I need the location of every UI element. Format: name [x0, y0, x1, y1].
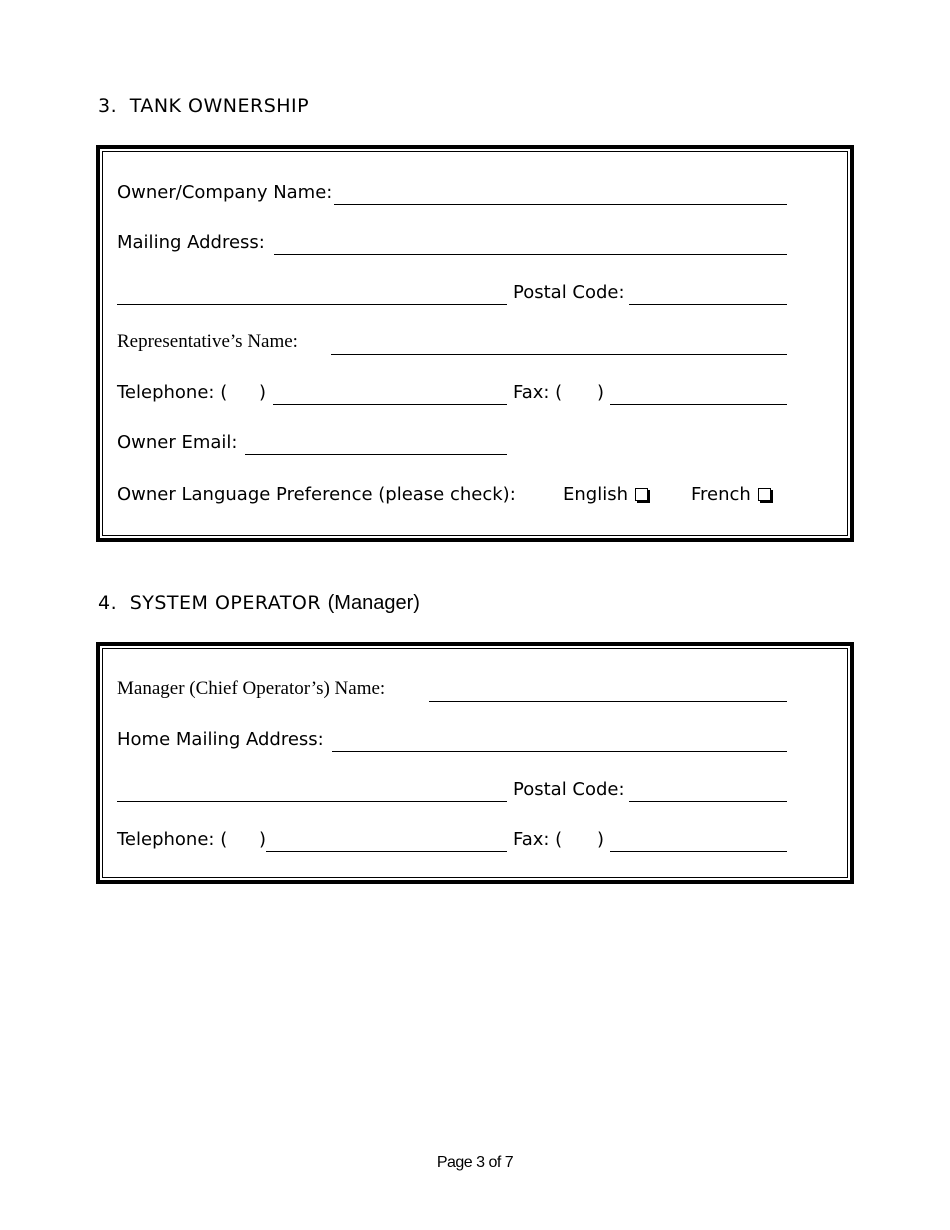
section-4-title-paren: (Manager)	[327, 592, 420, 614]
fax-field[interactable]	[610, 404, 787, 405]
section-4-number: 4.	[98, 592, 118, 614]
manager-telephone-fax-row	[117, 828, 787, 852]
mailing-address-row	[117, 231, 787, 255]
home-address-line2-field[interactable]	[117, 801, 507, 802]
manager-fax-field[interactable]	[610, 851, 787, 852]
page-number: Page 3 of 7	[436, 1154, 514, 1171]
telephone-label: Telephone: (	[117, 382, 228, 403]
telephone-fax-row	[117, 381, 787, 405]
english-checkbox[interactable]	[635, 488, 648, 501]
section-4-title: SYSTEM OPERATOR	[129, 592, 322, 614]
manager-name-label: Manager (Chief Operator’s) Name:	[117, 678, 386, 699]
manager-telephone-close-paren: )	[259, 829, 267, 850]
owner-email-row	[117, 431, 787, 455]
language-preference-row	[117, 483, 787, 507]
manager-fax-label: Fax: (	[513, 829, 563, 850]
section-3-title: TANK OWNERSHIP	[129, 95, 310, 117]
language-preference-label: Owner Language Preference (please check):	[117, 484, 516, 505]
system-operator-inner-border	[102, 648, 848, 878]
french-option[interactable]	[691, 484, 771, 505]
fax-label: Fax: (	[513, 382, 563, 403]
telephone-field[interactable]	[273, 404, 507, 405]
home-address-line2-row	[117, 778, 787, 802]
tank-ownership-box	[96, 145, 854, 542]
english-label: English	[563, 484, 628, 505]
owner-company-label: Owner/Company Name:	[117, 182, 333, 203]
owner-company-field[interactable]	[334, 204, 787, 205]
system-operator-box	[96, 642, 854, 884]
manager-name-field[interactable]	[429, 701, 787, 702]
postal-code-field[interactable]	[629, 304, 787, 305]
manager-telephone-field[interactable]	[266, 851, 507, 852]
tank-ownership-inner-border	[102, 151, 848, 536]
representative-label: Representative’s Name:	[117, 331, 298, 352]
manager-telephone-label: Telephone: (	[117, 829, 228, 850]
owner-company-row	[117, 181, 787, 205]
representative-field[interactable]	[331, 354, 787, 355]
english-option[interactable]	[563, 484, 648, 505]
section-4-heading	[98, 592, 420, 615]
mailing-address-field[interactable]	[274, 254, 787, 255]
fax-close-paren: )	[597, 382, 605, 403]
home-address-label: Home Mailing Address:	[117, 729, 324, 750]
mailing-address-label: Mailing Address:	[117, 232, 265, 253]
representative-row	[117, 331, 787, 355]
french-label: French	[691, 484, 751, 505]
postal-code-label: Postal Code:	[513, 282, 625, 303]
section-3-heading	[98, 95, 309, 117]
mailing-address-line2-field[interactable]	[117, 304, 507, 305]
owner-email-field[interactable]	[245, 454, 507, 455]
home-address-field[interactable]	[332, 751, 787, 752]
home-address-row	[117, 728, 787, 752]
telephone-close-paren: )	[259, 382, 267, 403]
address-line2-row	[117, 281, 787, 305]
section-3-number: 3.	[98, 95, 118, 117]
manager-postal-code-label: Postal Code:	[513, 779, 625, 800]
owner-email-label: Owner Email:	[117, 432, 238, 453]
manager-postal-code-field[interactable]	[629, 801, 787, 802]
manager-fax-close-paren: )	[597, 829, 605, 850]
manager-name-row	[117, 678, 787, 702]
french-checkbox[interactable]	[758, 488, 771, 501]
